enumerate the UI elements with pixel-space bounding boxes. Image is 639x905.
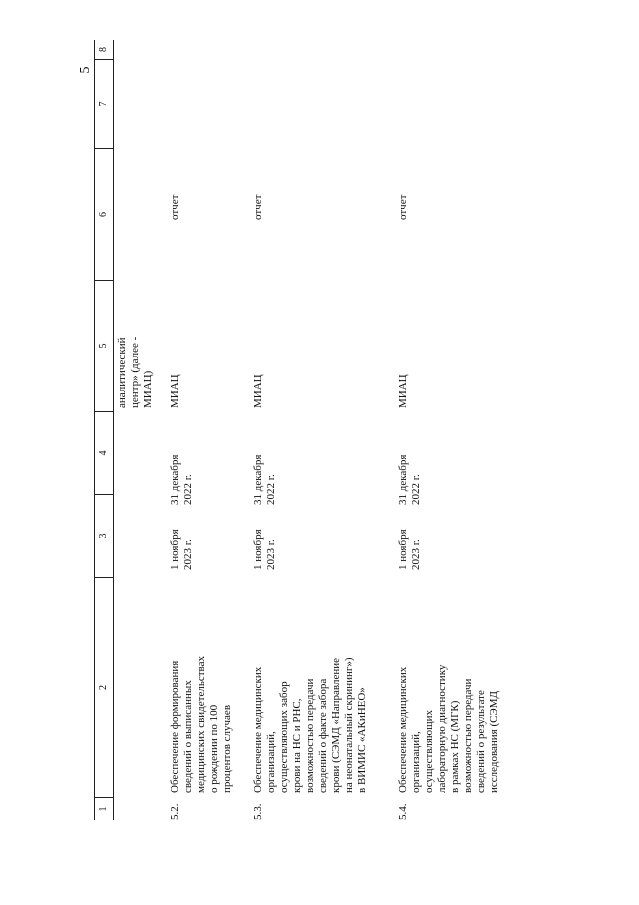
row-responsible: МИАЦ [169, 374, 181, 408]
row-result: отчет [169, 194, 181, 220]
header-col-4: 4 [95, 412, 113, 495]
row-result: отчет [252, 194, 264, 220]
table-header-row [94, 40, 114, 820]
page-number: 5 [78, 66, 93, 74]
header-col-5: 5 [95, 281, 113, 412]
row-end-date: 31 декабря 2022 г. [252, 454, 277, 505]
row-responsible: МИАЦ [397, 374, 409, 408]
continuation-col5: аналитический центр» (далее - МИАЦ) [116, 336, 154, 408]
row-number: 5.3. [252, 803, 264, 820]
row-number: 5.4. [397, 803, 409, 820]
row-responsible: МИАЦ [252, 374, 264, 408]
header-col-6: 6 [95, 149, 113, 281]
row-start-date: 1 ноября 2023 г. [397, 529, 422, 570]
row-end-date: 31 декабря 2022 г. [169, 454, 194, 505]
header-col-1: 1 [98, 806, 109, 812]
row-description: Обеспечение медицинских организаций, осуществляющих лабораторную диагностику в рамках НС (МГК) возможностью передачи сведений о результате исследования (СЭМД [397, 664, 500, 793]
row-start-date: 1 ноября 2023 г. [169, 529, 194, 570]
row-result: отчет [397, 194, 409, 220]
row-description: Обеспечение формирования сведений о выписанных медицинских свидетельствах о рождении по 100 процентов случаев [169, 656, 233, 793]
row-description: Обеспечение медицинских организаций, осуществляющих забор крови на НС и РНС, возможностью передачи сведений о факте забора крови (СЭМД «Направление на неонатальный скрининг») в ВИМИС «АКиНЕО» [252, 657, 368, 793]
row-end-date: 31 декабря 2022 г. [397, 454, 422, 505]
header-col-8: 8 [95, 40, 113, 60]
header-col-2: 2 [95, 578, 113, 798]
rotated-table [94, 40, 500, 820]
header-col-3: 3 [95, 495, 113, 578]
row-start-date: 1 ноября 2023 г. [252, 529, 277, 570]
header-col-7: 7 [95, 60, 113, 149]
row-number: 5.2. [169, 803, 181, 820]
